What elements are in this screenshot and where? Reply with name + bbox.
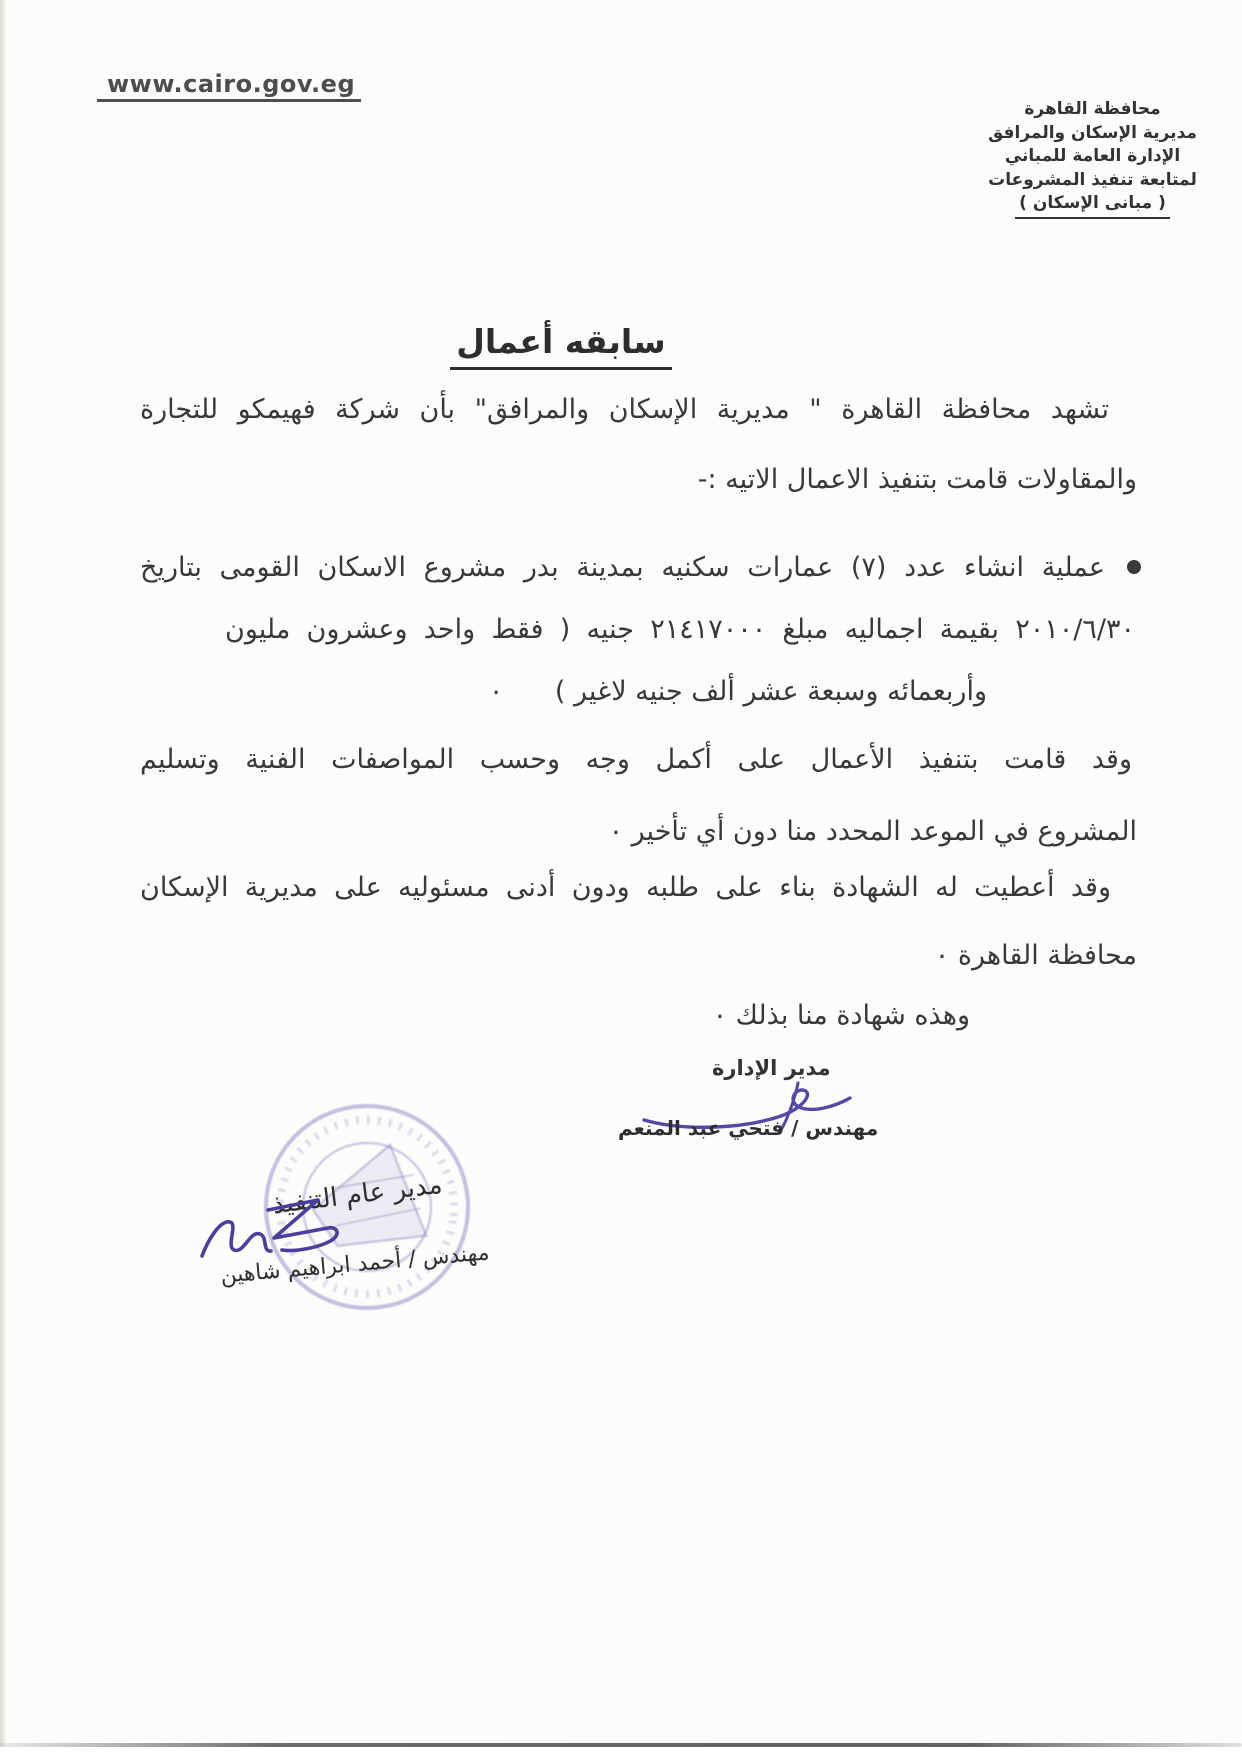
closing-statement: وهذه شهادة منا بذلك ٠ — [712, 1000, 970, 1031]
letterhead-directorate: مديرية الإسكان والمرافق — [988, 122, 1197, 143]
letterhead-housing-buildings: ( مبانى الإسكان ) — [1015, 192, 1170, 219]
letterhead — [975, 98, 1210, 219]
website-url: www.cairo.gov.eg — [97, 70, 361, 102]
letterhead-governorate: محافظة القاهرة — [1024, 99, 1161, 119]
scan-left-edge-shadow — [0, 0, 7, 1755]
left-signature-title: مدير عام التنفيذ — [270, 1169, 444, 1221]
bullet-line-1: عملية انشاء عدد (٧) عمارات سكنيه بمدينة بدر مشروع الاسكان القومى بتاريخ — [140, 552, 1105, 583]
intro-line-1: تشهد محافظة القاهرة " مديرية الإسكان والمرافق" بأن شركة فهيمكو للتجارة — [140, 394, 1109, 425]
intro-line-2: والمقاولات قامت بتنفيذ الاعمال الاتيه :- — [697, 464, 1137, 495]
bullet-icon — [1127, 560, 1141, 574]
document-title: سابقه أعمال — [450, 322, 672, 370]
letterhead-follow-up: لمتابعة تنفيذ المشروعات — [988, 169, 1197, 190]
title-row — [0, 322, 1242, 370]
scan-below-strip — [0, 1747, 1242, 1755]
letterhead-administration: الإدارة العامة للمباني — [1004, 146, 1181, 166]
paragraph2-line-2: المشروع في الموعد المحدد منا دون أي تأخير ٠ — [608, 816, 1137, 847]
bullet-line-2: ٢٠١٠/٦/٣٠ بقيمة اجماليه مبلغ ٢١٤١٧٠٠٠ جنيه ( فقط واحد وعشرون مليون — [225, 614, 1135, 645]
paragraph2-line-1: وقد قامت بتنفيذ الأعمال على أكمل وجه وحسب المواصفات الفنية وتسليم — [140, 744, 1132, 775]
right-signature-name: مهندس / فتحي عبد المنعم — [618, 1116, 879, 1140]
right-signature-title: مدير الإدارة — [712, 1056, 831, 1080]
paragraph3-line-1: وقد أعطيت له الشهادة بناء على طلبه ودون أدنى مسئوليه على مديرية الإسكان — [140, 872, 1111, 903]
left-signature-name: مهندس / أحمد ابراهيم شاهين — [219, 1240, 491, 1289]
bullet-line-3: وأربعمائه وسبعة عشر ألف جنيه لاغير ) ٠ — [488, 676, 987, 707]
paragraph3-line-2: محافظة القاهرة ٠ — [934, 940, 1137, 971]
